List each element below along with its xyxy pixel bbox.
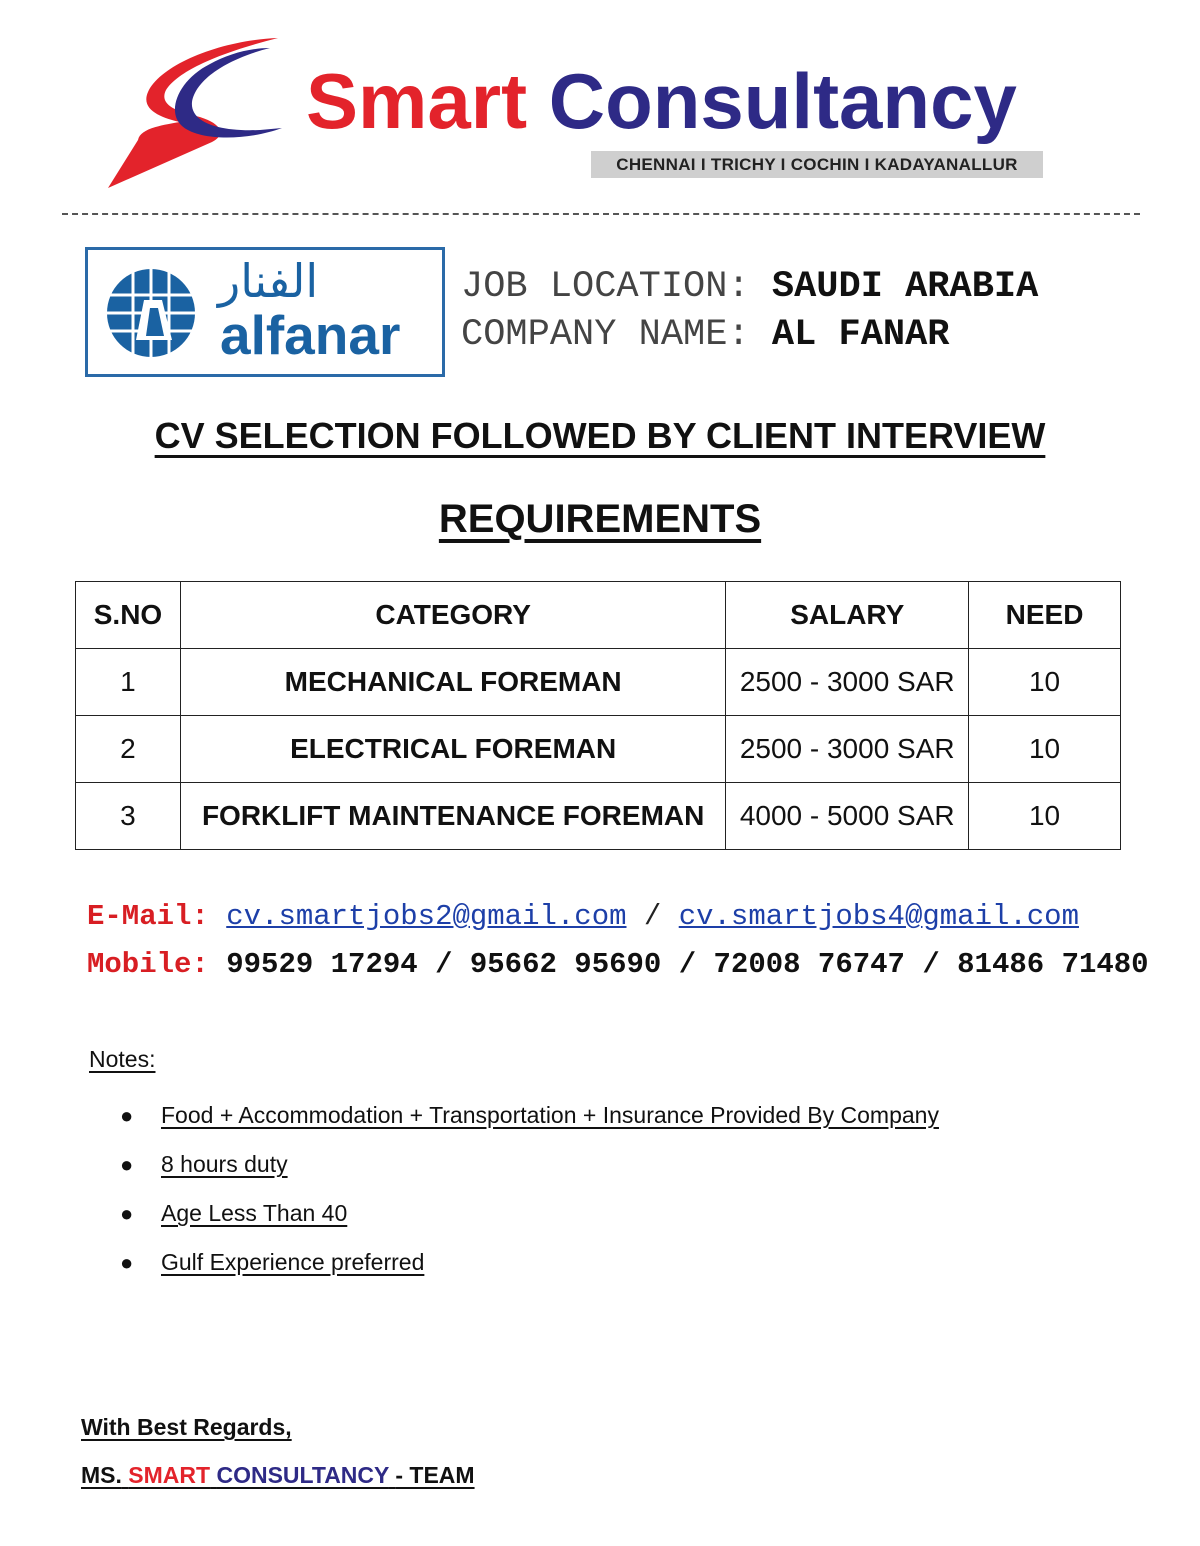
mobile-line (87, 948, 1149, 981)
column-header-sno: S.NO (76, 582, 181, 649)
list-item (120, 1189, 939, 1238)
company-name-label: COMPANY NAME: (461, 314, 750, 356)
note-text: Food + Accommodation + Transportation + Insurance Provided By Company (161, 1102, 939, 1128)
smart-consultancy-wordmark (306, 57, 1017, 145)
bullet-icon: ● (120, 1151, 134, 1177)
cell-category: FORKLIFT MAINTENANCE FOREMAN (180, 783, 725, 850)
notes-title: Notes: (89, 1046, 156, 1072)
notes-list (120, 1091, 939, 1287)
smart-consultancy-swoosh-logo (100, 30, 300, 195)
email-link-2[interactable]: cv.smartjobs4@gmail.com (678, 900, 1079, 933)
email-line (87, 900, 1079, 933)
table-row (76, 649, 1121, 716)
team-signature (81, 1462, 475, 1489)
requirements-table (75, 581, 1121, 850)
branch-cities-banner: CHENNAI I TRICHY I COCHIN I KADAYANALLUR (591, 151, 1043, 178)
alfanar-arabic-wordmark: الفنار (218, 254, 319, 308)
brand-word-consultancy: Consultancy (548, 57, 1017, 145)
note-text: Gulf Experience preferred (161, 1249, 425, 1275)
cell-sno: 1 (76, 649, 181, 716)
brand-word-smart: Smart (306, 57, 528, 145)
cell-salary: 2500 - 3000 SAR (726, 649, 969, 716)
email-label: E-Mail: (87, 900, 209, 933)
email-link-1[interactable]: cv.smartjobs2@gmail.com (226, 900, 627, 933)
job-location-label: JOB LOCATION: (461, 266, 750, 308)
bullet-icon: ● (120, 1102, 134, 1128)
note-text: 8 hours duty (161, 1151, 288, 1177)
mobile-label: Mobile: (87, 948, 209, 981)
alfanar-logo (85, 247, 445, 377)
table-row (76, 716, 1121, 783)
column-header-category: CATEGORY (180, 582, 725, 649)
cell-sno: 2 (76, 716, 181, 783)
signature-smart: SMART (128, 1462, 211, 1488)
company-name-value: AL FANAR (771, 314, 950, 356)
note-text: Age Less Than 40 (161, 1200, 348, 1226)
selection-process-heading: CV SELECTION FOLLOWED BY CLIENT INTERVIEW (154, 415, 1046, 456)
regards-line: With Best Regards, (81, 1414, 292, 1440)
cell-salary: 4000 - 5000 SAR (726, 783, 969, 850)
requirements-heading: REQUIREMENTS (438, 497, 762, 541)
list-item (120, 1238, 939, 1287)
bullet-icon: ● (120, 1249, 134, 1275)
column-header-salary: SALARY (726, 582, 969, 649)
column-header-need: NEED (969, 582, 1121, 649)
job-location-value: SAUDI ARABIA (771, 266, 1039, 308)
mobile-numbers: 99529 17294 / 95662 95690 / 72008 76747 / 81486 71480 (226, 948, 1149, 981)
signature-consultancy: CONSULTANCY (216, 1462, 389, 1488)
cell-need: 10 (969, 783, 1121, 850)
signature-prefix: MS. (81, 1462, 122, 1488)
table-row (76, 783, 1121, 850)
signature-suffix: - TEAM (395, 1462, 475, 1488)
alfanar-latin-wordmark: alfanar (220, 304, 401, 366)
company-name-line (461, 314, 950, 356)
cell-salary: 2500 - 3000 SAR (726, 716, 969, 783)
job-location-line (461, 266, 1038, 308)
email-separator: / (643, 900, 662, 933)
table-header-row (76, 582, 1121, 649)
list-item (120, 1140, 939, 1189)
alfanar-emblem-icon (106, 268, 196, 358)
list-item (120, 1091, 939, 1140)
cell-need: 10 (969, 716, 1121, 783)
cell-sno: 3 (76, 783, 181, 850)
dashed-divider (62, 213, 1140, 215)
cell-category: ELECTRICAL FOREMAN (180, 716, 725, 783)
cell-need: 10 (969, 649, 1121, 716)
cell-category: MECHANICAL FOREMAN (180, 649, 725, 716)
bullet-icon: ● (120, 1200, 134, 1226)
